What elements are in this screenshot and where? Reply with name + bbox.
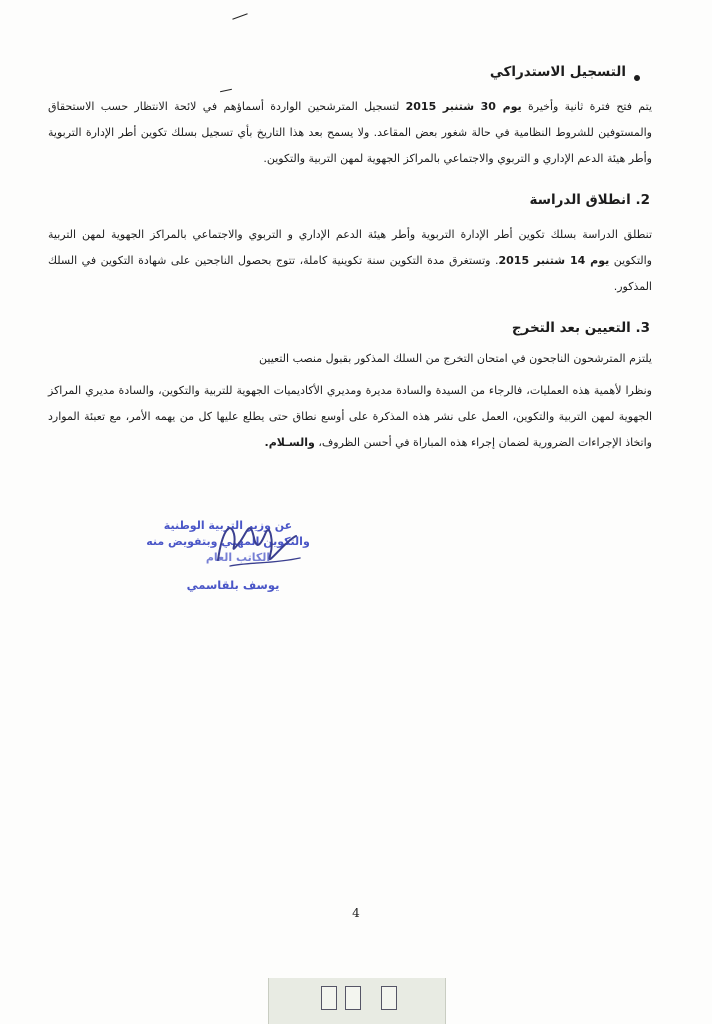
paragraph bbox=[48, 222, 652, 300]
text-run: . وتستغرق مدة التكوين سنة تكوينية كاملة، تتوج بحصول الناجحين على شهادة التكوين في السلك المذكور. bbox=[48, 254, 652, 293]
stamp-line: والتكوين المهني وبتفويض منه bbox=[146, 535, 310, 548]
scan-mark bbox=[220, 89, 232, 92]
section-body-registration bbox=[48, 94, 652, 172]
scan-artifact-cell bbox=[345, 986, 361, 1010]
closing-body bbox=[48, 378, 652, 456]
stamp-line: الكاتب العام bbox=[205, 551, 271, 564]
paragraph: يلتزم المترشحون الناجحون في امتحان التخرج من السلك المذكور بقبول منصب التعيين bbox=[259, 352, 652, 365]
section-heading-study-start: 2. انطلاق الدراسة bbox=[529, 192, 650, 208]
scan-artifact-cell bbox=[321, 986, 337, 1010]
stamp-name: يوسف بلقاسمي bbox=[186, 578, 280, 592]
page-number: 4 bbox=[352, 906, 360, 920]
bullet-icon bbox=[634, 75, 640, 81]
text-run: لتسجيل المترشحين الواردة أسماؤهم في لائحة الانتظار حسب الاستحقاق والمستوفين للشروط النظامية في حالة شغور بعض المقاعد. ولا يسمح بعد هذا التاريخ بأي تسجيل بسلك تكوين أطر الإدارة التربوية وأطر هيئة الدعم الإداري و التربوي والاجتماعي بالمراكز الجهوية لمهن التربية والتكوين. bbox=[48, 100, 652, 165]
text-run: تنطلق الدراسة بسلك تكوين أطر الإدارة التربوية وأطر هيئة الدعم الإداري و التربوي والاجتماعي بالمراكز الجهوية لمهن التربية والتكوين bbox=[48, 228, 652, 267]
paragraph bbox=[48, 94, 652, 172]
section-body-study-start bbox=[48, 222, 652, 300]
salutation: والسـلام. bbox=[264, 436, 315, 449]
section-heading-appointment: 3. التعيين بعد التخرج bbox=[511, 320, 650, 336]
section-heading-registration: التسجيل الاستدراكي bbox=[489, 64, 626, 80]
section-body-appointment bbox=[48, 346, 652, 372]
paragraph bbox=[48, 378, 652, 456]
scan-artifact bbox=[268, 978, 446, 1024]
stamp-line: عن وزير التربية الوطنية bbox=[163, 519, 293, 532]
text-run: يتم فتح فترة ثانية وأخيرة bbox=[521, 100, 652, 113]
scan-artifact-cell bbox=[381, 986, 397, 1010]
text-run: ونظرا لأهمية هذه العمليات، فالرجاء من السيدة والسادة مديرة ومديري الأكاديميات الجهوية للتربية والتكوين، والسادة مديري المراكز الجهوية لمهن التربية والتكوين، العمل على نشر هذه المذكرة على أوسع نطاق حتى يطلع عليها كل من يهمه الأمر، مع تعبئة الموارد واتخاذ الإجراءات الضرورية لضمان إجراء هذه المباراة في أحسن الظروف، bbox=[48, 384, 652, 449]
date-text: يوم 30 شتنبر 2015 bbox=[405, 100, 522, 113]
date-text: يوم 14 شتنبر 2015 bbox=[498, 254, 610, 267]
scan-mark bbox=[232, 13, 247, 19]
handwritten-signature bbox=[200, 512, 320, 582]
